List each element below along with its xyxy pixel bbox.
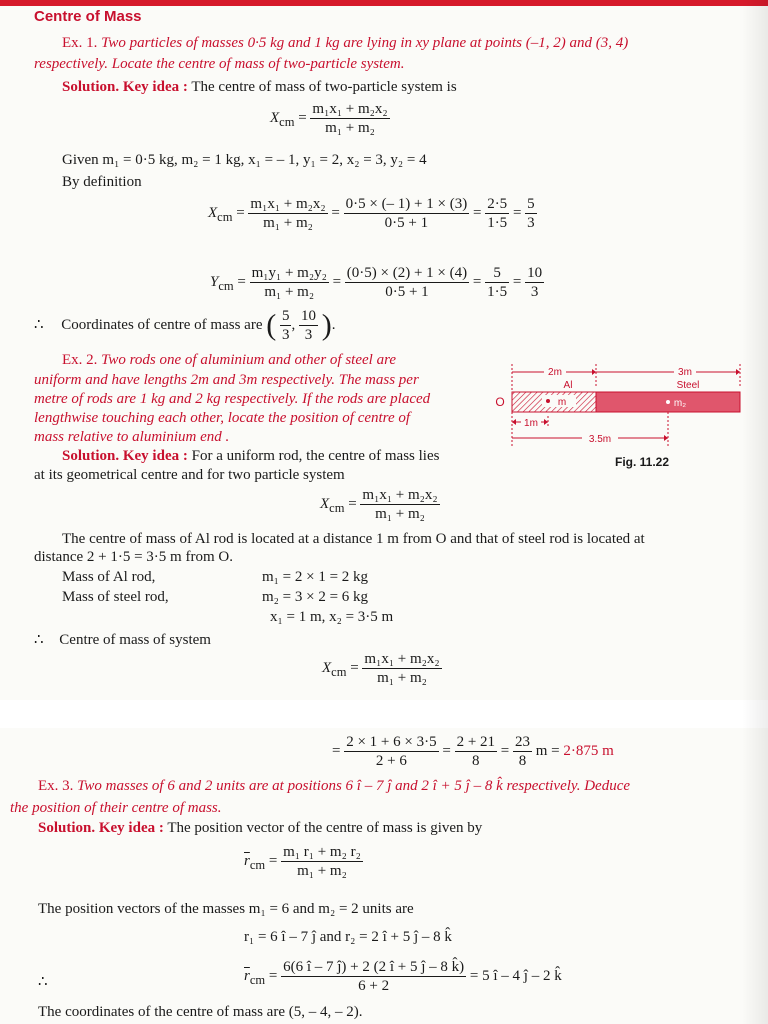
ex3-solution-label: Solution. Key idea : [38, 820, 164, 836]
ex1-solution-text: The centre of mass of two-particle system is [191, 79, 457, 95]
ycm-step2 [345, 264, 469, 301]
mass-steel-label: Mass of steel rod, [62, 589, 169, 605]
ex2-xcm-formula: $X_{cm}$ = $\frac{\text{m₁x₁ + m₂x₂}}{\text{m₁ + m₂}}$ [320, 487, 438, 522]
xcm-subscript: cm [279, 114, 295, 129]
ex2-xcm-symbol: X [320, 495, 330, 512]
ex3-rcm-formula: $\overline{r}_{cm}$ = $\frac{\text{m₁ r₁ + m₂ r₂}}{\text{m₁ + m₂}}$ [244, 844, 361, 879]
ex3-label: Ex. 3. [38, 778, 74, 794]
ycm-subscript: cm [218, 278, 234, 293]
ex1-by-definition: By definition [62, 174, 142, 190]
res-step3-den: 8 [518, 753, 527, 769]
ex3-question-line2: the position of their centre of mass. [10, 800, 222, 816]
rcm-fraction [281, 843, 363, 880]
sys-fraction [362, 650, 441, 687]
ex2-xcm-num: m₁x₁ + m₂x₂ [362, 487, 438, 503]
xcm-symbol: X [270, 109, 280, 126]
ex2-xcm-subscript: cm [329, 500, 345, 515]
ex3-question-line1 [38, 778, 630, 795]
res-value: 2·875 m [563, 742, 614, 759]
xcm-step1-den: m₁ + m₂ [263, 215, 313, 231]
ex2-solution-text1: For a uniform rod, the centre of mass lies [191, 448, 440, 464]
xcm-step2-den: 0·5 + 1 [384, 215, 429, 231]
coords-text: Coordinates of centre of mass are [61, 316, 263, 333]
res-step1-num: 2 × 1 + 6 × 3·5 [346, 734, 437, 750]
ex2-question-line4: lengthwise touching each other, locate the position of centre of [34, 410, 411, 426]
ex1-question-line1 [62, 35, 628, 52]
rcm-num: m₁ r₁ + m₂ r₂ [283, 844, 361, 860]
arrow-head [592, 369, 596, 375]
res-step2-num: 2 + 21 [456, 734, 496, 750]
res-step1 [344, 733, 438, 770]
arrow-head [544, 419, 548, 425]
ycm-step1-num: m₁y₁ + m₂y₂ [251, 265, 327, 281]
ex2-question-line5: mass relative to aluminium end . [34, 429, 230, 445]
ex3-calculation: $\overline{r}_{cm}$ = $\frac{6(6 î - 7 ĵ) + 2 (2 î + 5 ĵ - 8 k̂)}{6 + 2}$ = 5 î – 4 ĵ – 2 k̂ [244, 959, 562, 994]
xcm-step2-num: 0·5 × (– 1) + 1 × (3) [345, 196, 468, 212]
ex2-result: = $\frac{2 \times 1 + 6 \times 3\cdot 5}{2 + 6}$ = $\frac{2 + 21}{8}$ = $\frac{23}{8}$ m = 2·875 m [332, 734, 614, 769]
calc-den: 6 + 2 [358, 978, 390, 994]
ex1-question-line2: respectively. Locate the centre of mass of two-particle system. [34, 56, 405, 72]
label-m2: m₂ [673, 398, 687, 409]
ex1-ycm-calculation: $Y_{cm}$ = $\frac{\text{m₁y₁ + m₂y₂}}{\text{m₁ + m₂}}$ = $\frac{(0\cdot 5) \times (2) + 1 \times (4)}{0\cdot 5 + 1}$ = $\frac{5}{1\cdot 5}$ = $\frac{10}{3}$ [210, 265, 543, 300]
ex3-solution-line [38, 820, 482, 837]
ycm-step3 [485, 264, 509, 301]
rcm-symbol-2: $\overline{r}$ [244, 967, 250, 984]
res-step3-num: 23 [515, 734, 530, 750]
page-edge-shade [742, 0, 768, 1024]
ex2-label: Ex. 2. [62, 352, 98, 368]
m1-centre-dot [546, 399, 550, 403]
ex1-xcm-calculation: $X_{cm}$ = $\frac{\text{m₁x₁ + m₂x₂}}{\text{m₁ + m₂}}$ = $\frac{0\cdot 5 \times (- 1) + 1 \times (3)}{0\cdot 5 + 1}$ = $\frac{2\cdot 5}{1\cdot 5}$ = $\frac{5}{3}$ [208, 196, 535, 231]
ycm-step4 [525, 264, 544, 301]
label-m1: m [557, 397, 567, 408]
xcm-step1 [248, 195, 327, 232]
rod-figure [492, 352, 754, 474]
label-origin: O [495, 395, 505, 409]
ex1-label: Ex. 1. [62, 35, 98, 51]
coord-x [280, 307, 292, 344]
ex2-para-line1: The centre of mass of Al rod is located at a distance 1 m from O and that of steel rod is located at [62, 531, 645, 547]
arrow-head [664, 435, 668, 441]
open-paren: ( [266, 308, 277, 342]
rcm-symbol: $\overline{r}$ [244, 852, 250, 869]
section-title: Centre of Mass [34, 8, 142, 25]
ex2-question-line1 [62, 352, 396, 369]
label-3m: 3m [678, 367, 692, 378]
ex2-system-formula: $X_{cm}$ = $\frac{\text{m₁x₁ + m₂x₂}}{\text{m₁ + m₂}}$ [322, 651, 440, 686]
ex2-question-line3: metre of rods are 1 kg and 2 kg respectively. If the rods are placed [34, 391, 431, 407]
ex3-question-text: Two masses of 6 and 2 units are at positions 6 î – 7 ĵ and 2 î + 5 ĵ – 8 k̂ respectively. Deduce [77, 778, 631, 794]
ex2-para-line2: distance 2 + 1·5 = 3·5 m from O. [34, 549, 233, 565]
sys-xcm-symbol: X [322, 659, 332, 676]
coord-y-den: 3 [304, 327, 313, 343]
system-label: Centre of mass of system [59, 632, 211, 648]
ycm-step3-den: 1·5 [487, 284, 508, 300]
xcm-step3-num: 2·5 [487, 196, 508, 212]
xcm-step4 [525, 195, 537, 232]
label-steel: Steel [676, 380, 700, 391]
xcm-step3-den: 1·5 [487, 215, 508, 231]
ex3-pv-equation: r₁ = 6 î – 7 ĵ and r₂ = 2 î + 5 ĵ – 8 k̂ [244, 929, 452, 945]
therefore-symbol: ∴ [34, 316, 44, 333]
m2-centre-dot [666, 400, 670, 404]
xcm-step4-num: 5 [527, 196, 535, 212]
ycm-step4-den: 3 [530, 284, 539, 300]
sys-xcm-subscript: cm [331, 664, 347, 679]
calc-fraction [281, 958, 466, 995]
coord-y [299, 307, 318, 344]
ex1-solution-label: Solution. Key idea : [62, 79, 188, 95]
xcm-step4-den: 3 [527, 215, 535, 231]
ycm-step3-num: 5 [485, 264, 509, 283]
rcm-subscript: cm [249, 857, 266, 872]
close-paren: ) [321, 308, 332, 342]
ex3-pv-text: The position vectors of the masses m₁ = 6 and m₂ = 2 units are [38, 901, 414, 917]
ycm-step1 [250, 264, 329, 301]
label-2m: 2m [548, 367, 562, 378]
ycm-step2-den: 0·5 + 1 [385, 284, 429, 300]
res-step2 [455, 733, 497, 770]
rcm-den: m₁ + m₂ [297, 863, 347, 879]
label-1m: 1m [524, 418, 538, 429]
mass-al-value: m₁ = 2 × 1 = 2 kg [262, 569, 369, 585]
sys-den: m₁ + m₂ [377, 670, 427, 686]
ex2-question-line2: uniform and have lengths 2m and 3m respectively. The mass per [34, 372, 419, 388]
ex3-conclusion: The coordinates of the centre of mass are (5, – 4, – 2). [38, 1004, 363, 1020]
xcm-step3 [485, 195, 509, 232]
coord-x-num: 5 [281, 308, 290, 324]
ex2-question-text1: Two rods one of aluminium and other of steel are [101, 352, 397, 368]
ex1-coordinates: ∴ Coordinates of centre of mass are ( $\frac{5}{3}$ , $\frac{10}{3}$ ). [34, 308, 336, 343]
mass-al-label: Mass of Al rod, [62, 569, 156, 585]
ex3-solution-text: The position vector of the centre of mass is given by [167, 820, 483, 836]
coord-x-den: 3 [281, 327, 290, 343]
calc-result: = 5 î – 4 ĵ – 2 k̂ [469, 967, 562, 984]
ex2-xcm-fraction [360, 486, 439, 523]
positions-value: x₁ = 1 m, x₂ = 3·5 m [270, 609, 394, 625]
ex2-solution-line [62, 448, 439, 465]
ex2-solution-text2: at its geometrical centre and for two particle system [34, 467, 345, 483]
xcm-numerator: m₁x₁ + m₂x₂ [312, 101, 388, 117]
sys-num: m₁x₁ + m₂x₂ [364, 651, 440, 667]
therefore-symbol-3: ∴ [38, 974, 48, 990]
arrow-head [512, 419, 516, 425]
arrow-head [736, 369, 740, 375]
ex2-solution-label: Solution. Key idea : [62, 448, 188, 464]
page-gap-band [0, 700, 768, 728]
ex1-given: Given m₁ = 0·5 kg, m₂ = 1 kg, x₁ = – 1, y₁ = 2, x₂ = 3, y₂ = 4 [62, 152, 427, 168]
rcm-subscript-2: cm [249, 972, 266, 987]
res-step3 [513, 733, 532, 770]
ex1-solution-line [62, 79, 457, 96]
ex1-question-text: Two particles of masses 0·5 kg and 1 kg are lying in xy plane at points (–1, 2) and (3, 4) [101, 35, 629, 51]
coord-y-num: 10 [300, 308, 316, 324]
res-step1-den: 2 + 6 [375, 753, 407, 769]
xcm-step1-num: m₁x₁ + m₂x₂ [250, 196, 326, 212]
ycm-step1-den: m₁ + m₂ [264, 284, 315, 300]
xcm-fraction [310, 100, 389, 137]
top-accent-bar [0, 0, 768, 6]
ycm-step2-num: (0·5) × (2) + 1 × (4) [346, 265, 468, 281]
ex1-xcm-formula: $X_{cm}$ = $\frac{\text{m₁x₁ + m₂x₂}}{\text{m₁ + m₂}}$ [270, 101, 388, 136]
figure-caption: Fig. 11.22 [614, 455, 670, 469]
ycm-step4-num: 10 [527, 265, 543, 281]
ycm-symbol: Y [210, 273, 219, 290]
xcm-symbol-2: X [208, 204, 218, 221]
mass-steel-value: m₂ = 3 × 2 = 6 kg [262, 589, 369, 605]
xcm-subscript-2: cm [217, 209, 233, 224]
res-unit: m = [535, 742, 560, 759]
label-35m: 3.5m [588, 434, 612, 445]
therefore-symbol-2: ∴ [34, 632, 44, 648]
ex2-xcm-den: m₁ + m₂ [375, 506, 425, 522]
ex2-system-line [34, 630, 211, 649]
res-step2-den: 8 [472, 753, 480, 769]
label-al: Al [563, 380, 573, 391]
calc-num: 6(6 î – 7 ĵ) + 2 (2 î + 5 ĵ – 8 k̂) [283, 959, 465, 975]
xcm-denominator: m₁ + m₂ [325, 120, 375, 136]
xcm-step2 [344, 195, 470, 232]
